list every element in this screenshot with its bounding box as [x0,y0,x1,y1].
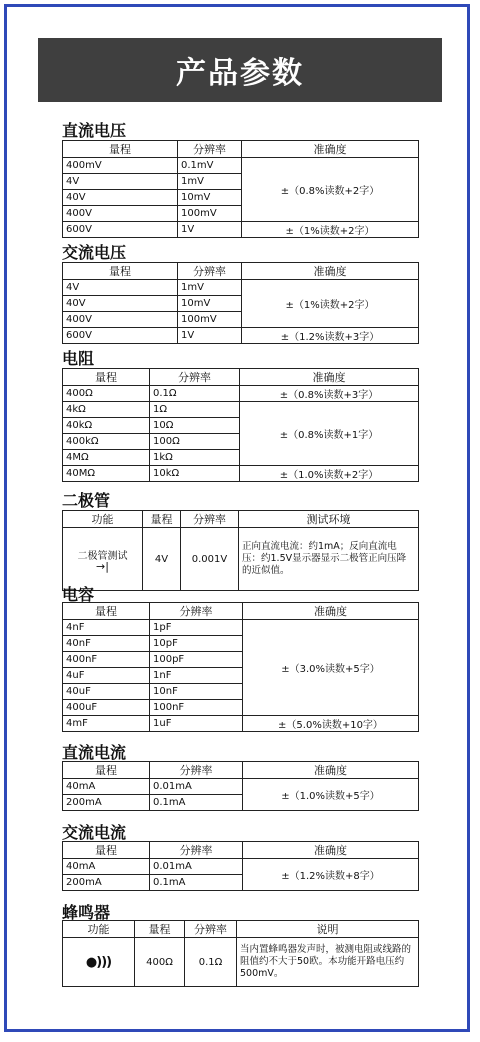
cell-accuracy: ±（1%读数+2字） [242,280,419,328]
cell-resolution: 0.1Ω [185,938,237,987]
cell-accuracy: ±（0.8%读数+1字） [240,402,419,466]
table-row [63,328,419,344]
table-row [63,222,419,238]
cell-resolution: 0.01mA [150,859,243,875]
cell-resolution: 1nF [150,668,243,684]
cell-resolution: 0.01mA [150,779,243,795]
cell-accuracy: ±（1%读数+2字） [242,222,419,238]
cell-function-label: 二极管测试 [77,550,128,562]
header-resolution: 分辨率 [150,842,243,859]
header-range: 量程 [63,762,150,779]
cell-accuracy: ±（5.0%读数+10字） [243,716,419,732]
cell-resolution: 10kΩ [150,466,240,482]
cell-resolution: 1kΩ [150,450,240,466]
header-description: 说明 [237,921,419,938]
cell-accuracy: ±（1.0%读数+2字） [240,466,419,482]
cell-range: 4nF [63,620,150,636]
cell-range: 40MΩ [63,466,150,482]
cell-range: 40mA [63,859,150,875]
table-row [63,158,419,174]
cell-function [63,938,135,987]
cell-resolution: 100mV [178,206,242,222]
table-header-row [63,842,419,859]
cell-range: 4mF [63,716,150,732]
header-range: 量程 [63,369,150,386]
table-row [63,528,419,591]
table-buzzer [62,920,419,987]
cell-range: 40V [63,190,178,206]
cell-accuracy: ±（0.8%读数+2字） [242,158,419,222]
beeper-icon: ●))) [85,954,112,970]
cell-range: 400Ω [135,938,185,987]
cell-resolution: 10nF [150,684,243,700]
cell-accuracy: ±（1.2%读数+3字） [242,328,419,344]
cell-accuracy: ±（1.0%读数+5字） [243,779,419,811]
section-title-buzzer: 蜂鸣器 [62,903,111,922]
cell-range: 4MΩ [63,450,150,466]
table-header-row [63,511,419,528]
header-range: 量程 [63,842,150,859]
cell-accuracy: ±（0.8%读数+3字） [240,386,419,402]
cell-resolution: 0.1Ω [150,386,240,402]
cell-resolution: 100pF [150,652,243,668]
section-title-dc-current: 直流电流 [62,743,127,762]
cell-range: 600V [63,222,178,238]
header-accuracy: 准确度 [243,603,419,620]
cell-resolution: 1uF [150,716,243,732]
table-header-row [63,762,419,779]
header-test-condition: 测试环境 [239,511,419,528]
cell-resolution: 1Ω [150,402,240,418]
cell-range: 40nF [63,636,150,652]
table-resistance [62,368,419,482]
table-header-row [63,921,419,938]
cell-range: 400V [63,206,178,222]
header-accuracy: 准确度 [240,369,419,386]
table-row [63,466,419,482]
cell-resolution: 0.1mA [150,875,243,891]
cell-resolution: 1V [178,328,242,344]
table-dc-voltage [62,140,419,238]
section-title-ac-voltage: 交流电压 [62,243,127,262]
cell-resolution: 1V [178,222,242,238]
header-accuracy: 准确度 [243,842,419,859]
section-title-dc-voltage: 直流电压 [62,121,127,140]
cell-accuracy: ±（1.2%读数+8字） [243,859,419,891]
cell-resolution: 1mV [178,174,242,190]
cell-resolution: 1pF [150,620,243,636]
table-row [63,938,419,987]
header-range: 量程 [63,263,178,280]
header-range: 量程 [135,921,185,938]
table-row [63,402,419,418]
header-resolution: 分辨率 [181,511,239,528]
cell-resolution: 10pF [150,636,243,652]
cell-range: 4V [143,528,181,591]
table-header-row [63,369,419,386]
cell-range: 40kΩ [63,418,150,434]
table-row [63,716,419,732]
cell-range: 400Ω [63,386,150,402]
cell-resolution: 100mV [178,312,242,328]
cell-range: 40uF [63,684,150,700]
cell-test-condition: 正向直流电流：约1mA；反向直流电压：约1.5V显示器显示二极管正向压降的近似值。 [239,528,419,591]
table-row [63,280,419,296]
header-accuracy: 准确度 [243,762,419,779]
cell-range: 400uF [63,700,150,716]
cell-range: 400V [63,312,178,328]
table-ac-voltage [62,262,419,344]
cell-resolution: 10mV [178,296,242,312]
cell-range: 40mA [63,779,150,795]
table-row [63,779,419,795]
cell-resolution: 0.001V [181,528,239,591]
cell-range: 40V [63,296,178,312]
table-capacitance [62,602,419,732]
cell-resolution: 10Ω [150,418,240,434]
cell-resolution: 0.1mV [178,158,242,174]
table-ac-current [62,841,419,891]
table-diode [62,510,419,591]
cell-range: 600V [63,328,178,344]
cell-range: 4uF [63,668,150,684]
diode-icon: →| [96,559,109,573]
cell-range: 400mV [63,158,178,174]
header-resolution: 分辨率 [178,141,242,158]
table-row [63,620,419,636]
cell-resolution: 100nF [150,700,243,716]
table-dc-current [62,761,419,811]
section-title-capacitance: 电容 [62,585,95,604]
table-header-row [63,263,419,280]
cell-range: 400kΩ [63,434,150,450]
cell-resolution: 1mV [178,280,242,296]
cell-resolution: 10mV [178,190,242,206]
cell-range: 4V [63,174,178,190]
cell-range: 4V [63,280,178,296]
section-title-diode: 二极管 [62,491,111,510]
header-resolution: 分辨率 [150,762,243,779]
section-title-resistance: 电阻 [62,349,95,368]
table-row [63,859,419,875]
cell-range: 200mA [63,875,150,891]
header-resolution: 分辨率 [178,263,242,280]
table-row [63,386,419,402]
header-range: 量程 [63,141,178,158]
header-range: 量程 [63,603,150,620]
header-function: 功能 [63,511,143,528]
header-function: 功能 [63,921,135,938]
cell-resolution: 0.1mA [150,795,243,811]
section-title-ac-current: 交流电流 [62,823,127,842]
table-header-row [63,603,419,620]
cell-range: 200mA [63,795,150,811]
header-accuracy: 准确度 [242,141,419,158]
header-range: 量程 [143,511,181,528]
header-resolution: 分辨率 [150,369,240,386]
cell-description: 当内置蜂鸣器发声时，被测电阻或线路的阻值约不大于50欧。本功能开路电压约500mV。 [237,938,419,987]
page-title: 产品参数 [38,38,442,102]
header-resolution: 分辨率 [150,603,243,620]
header-resolution: 分辨率 [185,921,237,938]
cell-range: 4kΩ [63,402,150,418]
header-accuracy: 准确度 [242,263,419,280]
cell-accuracy: ±（3.0%读数+5字） [243,620,419,716]
cell-resolution: 100Ω [150,434,240,450]
table-header-row [63,141,419,158]
cell-range: 400nF [63,652,150,668]
